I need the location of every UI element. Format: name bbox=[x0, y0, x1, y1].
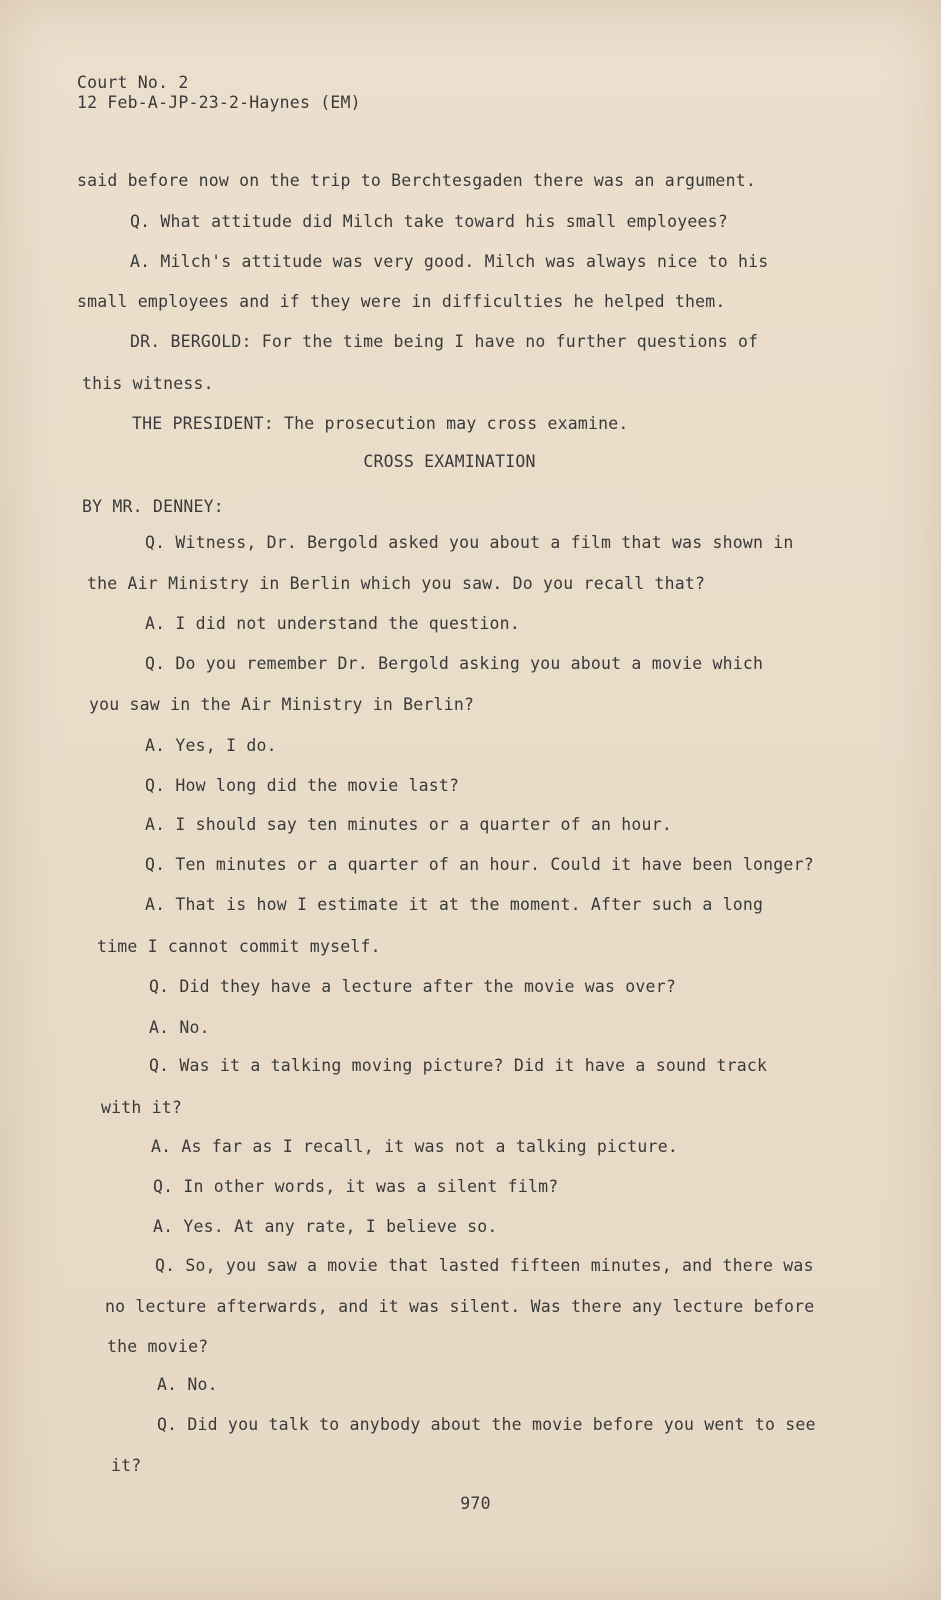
transcript-line: with it? bbox=[101, 1098, 183, 1117]
transcript-line: the movie? bbox=[107, 1337, 209, 1356]
transcript-line: THE PRESIDENT: The prosecution may cross examine. bbox=[132, 414, 629, 433]
document-reference: 12 Feb-A-JP-23-2-Haynes (EM) bbox=[77, 93, 361, 112]
transcript-line: it? bbox=[111, 1456, 142, 1475]
transcript-line: Q. Ten minutes or a quarter of an hour. Could it have been longer? bbox=[145, 855, 814, 874]
transcript-line: A. That is how I estimate it at the moment. After such a long bbox=[145, 895, 764, 914]
transcript-line: A. No. bbox=[149, 1018, 210, 1037]
transcript-line: Q. Did you talk to anybody about the movie before you went to see bbox=[157, 1415, 816, 1434]
transcript-line: said before now on the trip to Berchtesgaden there was an argument. bbox=[77, 171, 756, 190]
transcript-line: A. Yes, I do. bbox=[145, 736, 277, 755]
transcript-line: A. As far as I recall, it was not a talking picture. bbox=[151, 1137, 678, 1156]
transcript-line: you saw in the Air Ministry in Berlin? bbox=[89, 695, 475, 714]
transcript-line: Q. Did they have a lecture after the movie was over? bbox=[149, 977, 676, 996]
transcript-line: A. I should say ten minutes or a quarter of an hour. bbox=[145, 815, 672, 834]
transcript-line: time I cannot commit myself. bbox=[97, 937, 381, 956]
transcript-line: A. Yes. At any rate, I believe so. bbox=[153, 1217, 498, 1236]
court-number: Court No. 2 bbox=[77, 73, 189, 92]
transcript-line: Q. Was it a talking moving picture? Did it have a sound track bbox=[149, 1056, 768, 1075]
transcript-line: A. I did not understand the question. bbox=[145, 614, 520, 633]
transcript-line: Q. Witness, Dr. Bergold asked you about a film that was shown in bbox=[145, 533, 794, 552]
transcript-line: DR. BERGOLD: For the time being I have no further questions of bbox=[130, 332, 759, 351]
transcript-line: A. No. bbox=[157, 1375, 218, 1394]
transcript-line: small employees and if they were in difficulties he helped them. bbox=[77, 292, 726, 311]
transcript-line: Q. In other words, it was a silent film? bbox=[153, 1177, 559, 1196]
section-heading: CROSS EXAMINATION bbox=[363, 452, 536, 471]
page-number: 970 bbox=[460, 1494, 491, 1513]
transcript-line: this witness. bbox=[82, 374, 214, 393]
transcript-line: Q. Do you remember Dr. Bergold asking you about a movie which bbox=[145, 654, 764, 673]
transcript-line: Q. What attitude did Milch take toward his small employees? bbox=[130, 212, 728, 231]
transcript-line: Q. So, you saw a movie that lasted fifteen minutes, and there was bbox=[155, 1256, 814, 1275]
transcript-line: the Air Ministry in Berlin which you saw. Do you recall that? bbox=[87, 574, 706, 593]
transcript-line: Q. How long did the movie last? bbox=[145, 776, 460, 795]
transcript-line: A. Milch's attitude was very good. Milch was always nice to his bbox=[130, 252, 769, 271]
examiner-line: BY MR. DENNEY: bbox=[82, 497, 224, 516]
transcript-line: no lecture afterwards, and it was silent. Was there any lecture before bbox=[105, 1297, 815, 1316]
